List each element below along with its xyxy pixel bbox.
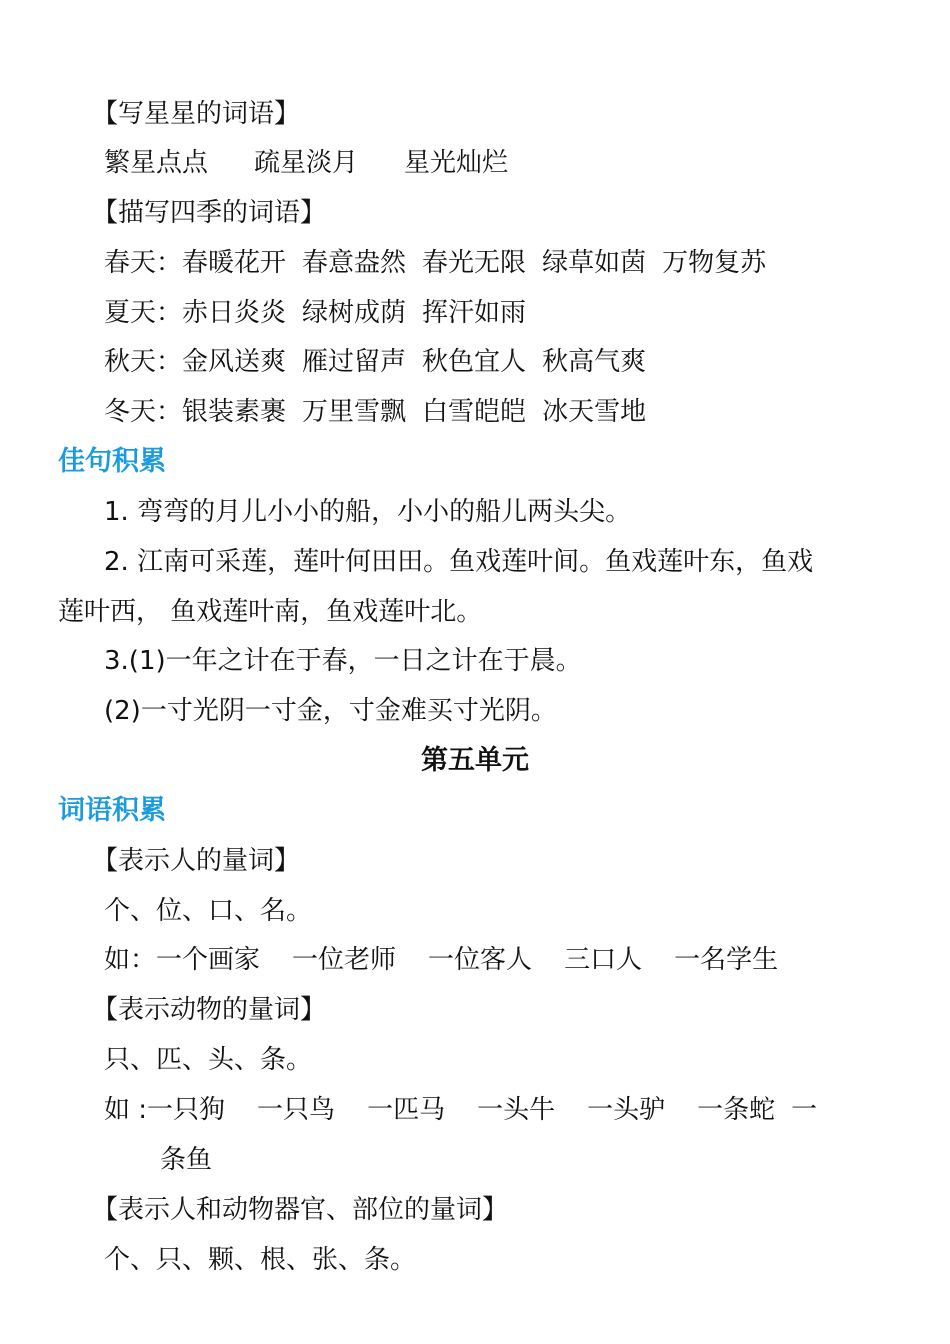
- people-examples-row: [104, 942, 778, 978]
- star-words-heading: 【写星星的词语】: [92, 99, 301, 129]
- organ-measure-list: 个、只、颗、根、张、条。: [104, 1245, 417, 1275]
- star-word: 星光灿烂: [404, 148, 509, 178]
- sentence-3-part-2: (2)一寸光阴一寸金，寸金难买寸光阴。: [104, 696, 557, 726]
- animal-examples-row: [104, 1092, 817, 1128]
- season-word: 绿草如茵: [542, 248, 647, 278]
- star-word: 繁星点点: [104, 148, 209, 178]
- people-measure-list: 个、位、口、名。: [104, 896, 313, 926]
- season-word: 春暖花开: [182, 248, 287, 278]
- example-word: 一条蛇: [697, 1095, 776, 1125]
- example-word: 一只鸟: [257, 1095, 336, 1125]
- season-word: 春意盎然: [302, 248, 407, 278]
- example-prefix: 如：: [104, 945, 157, 975]
- example-word: 三口人: [564, 945, 643, 975]
- season-label: 冬天：: [104, 397, 183, 427]
- season-word: 冰天雪地: [542, 397, 647, 427]
- animal-examples-continuation: 条鱼: [160, 1145, 213, 1175]
- example-word: 一匹马: [367, 1095, 446, 1125]
- season-word: 秋色宜人: [422, 347, 527, 377]
- example-word: 一位客人: [428, 945, 533, 975]
- season-word: 春光无限: [422, 248, 527, 278]
- example-word: 一: [791, 1095, 818, 1125]
- season-word: 赤日炎炎: [182, 298, 287, 328]
- example-word: 一名学生: [674, 945, 779, 975]
- sentence-2-line-2: 莲叶西， 鱼戏莲叶南，鱼戏莲叶北。: [58, 597, 483, 627]
- season-label: 夏天：: [104, 298, 183, 328]
- sentence-3-part-1: 3.(1)一年之计在于春，一日之计在于晨。: [104, 646, 582, 676]
- season-word: 绿树成荫: [302, 298, 407, 328]
- season-word: 白雪皑皑: [422, 397, 527, 427]
- example-word: 一头驴: [587, 1095, 666, 1125]
- example-prefix: 如 :: [104, 1095, 148, 1125]
- organ-measure-heading: 【表示人和动物器官、部位的量词】: [92, 1195, 509, 1225]
- star-words-row: [104, 145, 508, 181]
- animal-measure-heading: 【表示动物的量词】: [92, 995, 327, 1025]
- sentence-1: 1. 弯弯的月儿小小的船，小小的船儿两头尖。: [104, 497, 632, 527]
- summer-row: [104, 295, 526, 331]
- example-word: 一个画家: [156, 945, 261, 975]
- autumn-row: [104, 344, 646, 380]
- example-word: 一只狗: [147, 1095, 226, 1125]
- people-measure-heading: 【表示人的量词】: [92, 846, 301, 876]
- season-word: 万物复苏: [662, 248, 767, 278]
- season-label: 秋天：: [104, 347, 183, 377]
- sentence-2-line-1: 2. 江南可采莲，莲叶何田田。鱼戏莲叶间。鱼戏莲叶东，鱼戏: [104, 547, 814, 577]
- season-word: 万里雪飘: [302, 397, 407, 427]
- season-words-heading: 【描写四季的词语】: [92, 198, 327, 228]
- animal-measure-list: 只、匹、头、条。: [104, 1045, 313, 1075]
- example-word: 一位老师: [292, 945, 397, 975]
- season-label: 春天：: [104, 248, 183, 278]
- season-word: 银装素裹: [182, 397, 287, 427]
- season-word: 挥汗如雨: [422, 298, 527, 328]
- spring-row: [104, 245, 766, 281]
- example-word: 一头牛: [477, 1095, 556, 1125]
- season-word: 秋高气爽: [542, 347, 647, 377]
- vocabulary-section-heading: 词语积累: [58, 795, 166, 826]
- season-word: 金风送爽: [182, 347, 287, 377]
- season-word: 雁过留声: [302, 347, 407, 377]
- unit-title: 第五单元: [421, 745, 529, 776]
- star-word: 疏星淡月: [254, 148, 359, 178]
- sentences-section-heading: 佳句积累: [58, 446, 166, 477]
- winter-row: [104, 394, 646, 430]
